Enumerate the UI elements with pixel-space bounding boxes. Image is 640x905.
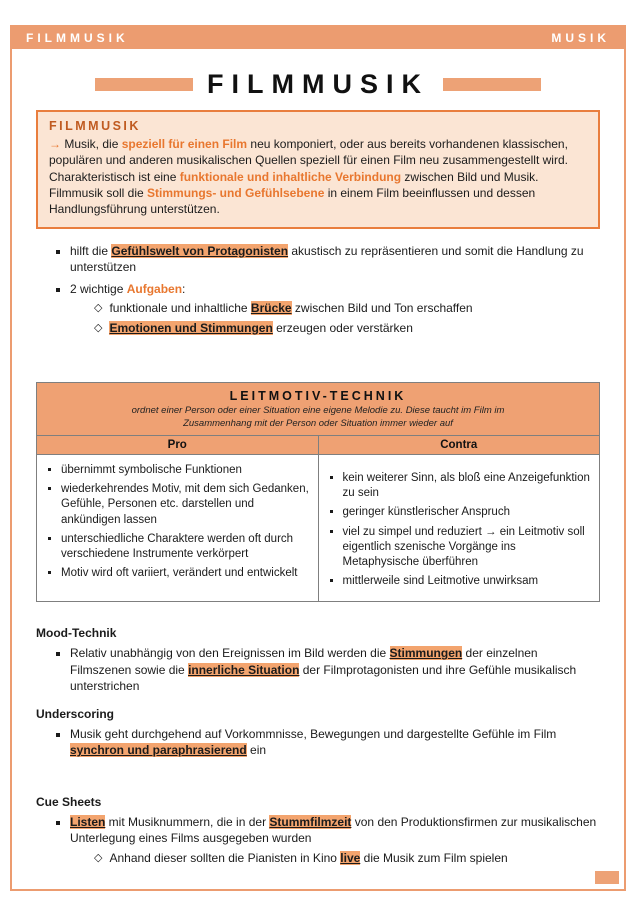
highlighted-term: synchron und paraphrasierend <box>70 743 247 758</box>
table-header-row <box>37 383 600 436</box>
table-header-cell <box>37 383 600 436</box>
list-item <box>70 645 600 695</box>
text-segment: hilft die <box>70 243 112 258</box>
highlighted-term: Stimmungen <box>389 646 463 661</box>
highlighted-term: Listen <box>70 814 106 829</box>
page-border-frame <box>10 25 626 891</box>
text-segment: der Filmprotagonisten und ihre Gefühle musikalisch unterstrichen <box>70 662 577 694</box>
title-decor-bar-right <box>443 78 541 91</box>
text-segment: : <box>182 281 186 296</box>
diamond-bullet-icon: ◇ <box>94 852 103 865</box>
text-segment: ein <box>246 743 267 758</box>
header-left-label: FILMMUSIK <box>26 31 129 45</box>
list-item <box>70 814 600 867</box>
sub-item-text <box>109 850 507 867</box>
section-mood-technik <box>36 626 600 695</box>
highlighted-term: innerliche Situation <box>188 662 300 677</box>
pro-list <box>41 463 310 581</box>
pro-cell <box>37 454 319 601</box>
orange-term: Stimmungs- und Gefühlsebene <box>147 185 325 200</box>
contra-cell <box>318 454 600 601</box>
footer-decor-box <box>595 871 619 884</box>
page-header-bar <box>12 27 624 49</box>
highlighted-term: Emotionen und Stimmungen <box>109 320 273 335</box>
sub-item-text <box>109 300 472 317</box>
list-item <box>70 243 600 276</box>
highlighted-term: Gefühlswelt von Protagonisten <box>111 243 289 258</box>
text-segment: mit Musiknummern, die in der <box>105 814 270 829</box>
table-list-item: ▪ übernimmt symbolische Funktionen <box>61 463 310 478</box>
highlighted-term: live <box>340 851 361 866</box>
diamond-bullet-icon: ◇ <box>94 321 103 334</box>
table-body-row <box>37 454 600 601</box>
table-list-item: ▪ Motiv wird oft variiert, verändert und entwickelt <box>61 566 310 581</box>
highlighted-term: Brücke <box>250 301 292 316</box>
section-heading: Mood-Technik <box>36 626 117 641</box>
definition-box-heading: FILMMUSIK <box>49 119 141 133</box>
table-list-item: ▪ viel zu simpel und reduziert → ein Leitmotiv soll eigentlich szenische Vorgänge ins Metaphysische überführen <box>343 525 592 571</box>
text-segment: zwischen Bild und Ton erschaffen <box>291 301 473 316</box>
text-segment: zwischen Bild und Musik. Filmmusik soll die <box>49 169 539 200</box>
table-list-item: ▪ mittlerweile sind Leitmotive unwirksam <box>343 574 592 589</box>
table-list-item: ▪ unterschiedliche Charaktere werden oft durch verschiedene Instrumente verkörpert <box>61 532 310 562</box>
sub-list-item <box>94 300 600 317</box>
orange-term: speziell für einen Film <box>121 137 248 151</box>
leitmotiv-table <box>36 382 600 602</box>
definition-box <box>36 110 600 229</box>
diamond-bullet-icon: ◇ <box>94 302 103 315</box>
text-segment: in einem Film beeinflussen und dessen Handlungsführung unterstützen. <box>49 185 536 217</box>
intro-list <box>36 243 600 337</box>
text-segment: 2 wichtige <box>70 281 127 296</box>
pro-column-header: Pro <box>37 435 319 454</box>
table-list-item: ▪ wiederkehrendes Motiv, mit dem sich Gedanken, Gefühle, Personen etc. darstellen und ankündigen lassen <box>61 482 310 528</box>
page-title: FILMMUSIK <box>207 69 429 99</box>
sub-list <box>70 850 600 867</box>
sub-item-text <box>109 320 412 337</box>
definition-paragraph <box>49 136 587 218</box>
list-item <box>70 281 600 337</box>
orange-term: Aufgaben <box>126 281 183 296</box>
text-segment: Relativ unabhängig von den Ereignissen im Bild werden die <box>70 646 390 661</box>
section-list <box>36 645 600 695</box>
sub-list-item <box>94 320 600 337</box>
section-list <box>36 814 600 867</box>
text-segment: Musik, die <box>64 137 122 151</box>
contra-list <box>323 471 592 589</box>
text-segment: neu komponiert, oder aus bereits vorhandenen klassischen, populären und anderen musikalischen Quellen speziell für einen Film neu zusammengestellt wird. Charakteristisch ist eine <box>49 137 568 184</box>
text-segment: von den Produktionsfirmen zur musikalischen Unterlegung eines Films ausgegeben wurden <box>70 814 597 846</box>
table-subtitle: ordnet einer Person oder einer Situation eine eigene Melodie zu. Diese taucht im Film im Zusammenhang mit der Person oder Situation immer wieder auf <box>131 405 505 429</box>
text-segment: akustisch zu repräsentieren und somit die Handlung zu unterstützen <box>70 243 584 275</box>
table-list-item: ▪ kein weiterer Sinn, als bloß eine Anzeigefunktion zu sein <box>343 471 592 501</box>
orange-term: funktionale und inhaltliche Verbindung <box>179 169 402 184</box>
section-cue-sheets <box>36 795 600 867</box>
table-list-item: ▪ geringer künstlerischer Anspruch <box>343 505 592 520</box>
header-right-label: MUSIK <box>551 31 610 45</box>
title-row <box>36 69 600 100</box>
list-item <box>70 726 600 759</box>
section-underscoring <box>36 707 600 759</box>
sub-list-item <box>94 850 600 867</box>
table-title: LEITMOTIV-TECHNIK <box>229 389 407 404</box>
text-segment: Anhand dieser sollten die Pianisten in Kino <box>109 851 341 866</box>
text-segment: die Musik zum Film spielen <box>360 851 508 866</box>
table-column-header-row <box>37 435 600 454</box>
text-segment: erzeugen oder verstärken <box>272 320 413 335</box>
section-list <box>36 726 600 759</box>
page-content <box>12 69 624 867</box>
contra-column-header: Contra <box>318 435 600 454</box>
sub-list <box>70 300 600 336</box>
text-segment: Musik geht durchgehend auf Vorkommnisse, Bewegungen und dargestellte Gefühle im Film <box>70 726 557 741</box>
highlighted-term: Stummfilmzeit <box>269 814 352 829</box>
orange-term: → <box>49 137 65 151</box>
text-segment: funktionale und inhaltliche <box>109 301 251 316</box>
text-segment: der einzelnen Filmszenen sowie die <box>70 646 538 677</box>
title-decor-bar-left <box>95 78 193 91</box>
section-heading: Underscoring <box>36 706 115 721</box>
section-heading: Cue Sheets <box>36 794 102 809</box>
